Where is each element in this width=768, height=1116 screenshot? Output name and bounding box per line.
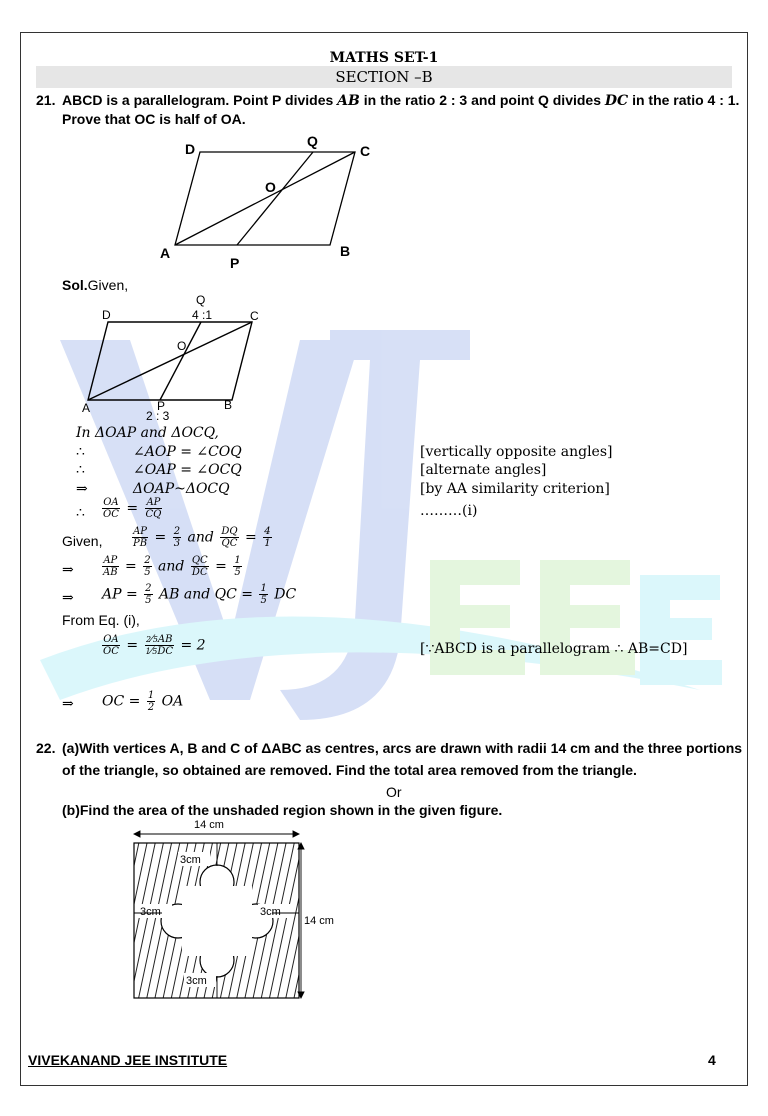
- sol-parallelogram-figure: [80, 292, 280, 424]
- section-title: SECTION –B: [335, 68, 433, 86]
- sol-reason-5: [∵ABCD is a parallelogram ∴ AB=CD]: [420, 641, 688, 657]
- q21-parallelogram-figure: [150, 130, 390, 270]
- sol-implies-1: ⇒: [76, 481, 88, 497]
- sol-implies-3: ⇒: [62, 590, 74, 606]
- fig2-ratio-top: 4 :1: [192, 308, 213, 322]
- footer-institute: VIVEKANAND JEE INSTITUTE: [28, 1052, 228, 1068]
- q22a-line1: (a)With vertices A, B and C of ΔABC as centres, arcs are drawn with radii 14 cm and the three portions: [62, 740, 743, 756]
- sol-substitution: $\frac{OA}{OC}$ = $\frac{2⁄5AB}{1⁄5DC}$ = 2: [103, 634, 206, 657]
- sol-implies-4: ⇒: [62, 696, 74, 712]
- sol-therefore-1: ∴: [76, 444, 85, 460]
- fig2-ratio-bottom: 2 : 3: [146, 409, 170, 423]
- fig1-label-q: Q: [307, 133, 318, 149]
- sol-reason-1: [vertically opposite angles]: [420, 444, 613, 460]
- fig1-label-b: B: [340, 243, 351, 259]
- sol-step-1: ∠AOP = ∠COQ: [133, 444, 242, 460]
- sol-given-2: Given,: [62, 533, 103, 549]
- sol-ratio-oa-oc: $\frac{OA}{OC}$ = $\frac{AP}{CQ}$: [103, 497, 162, 520]
- q21-statement-line2: Prove that OC is half of OA.: [62, 111, 246, 127]
- sol-step-3: ΔOAP~ΔOCQ: [133, 481, 230, 497]
- watermark-e1: [430, 560, 525, 675]
- q22-square-figure: [118, 816, 348, 1000]
- fig1-label-d: D: [185, 141, 196, 157]
- sol-therefore-2: ∴: [76, 462, 85, 478]
- sol-therefore-3: ∴: [76, 505, 85, 521]
- fig2-label-o: O: [177, 339, 187, 353]
- q21-statement-line1: ABCD is a parallelogram. Point P divides AB in the ratio 2 : 3 and point Q divides DC in the ratio 4 : 1.: [62, 92, 740, 109]
- set-title: MATHS SET-1: [329, 50, 439, 66]
- q22-or: Or: [386, 784, 402, 800]
- watermark-e3: [640, 575, 722, 685]
- q22a-line2: of the triangle, so obtained are removed. Find the total area removed from the triangle.: [62, 762, 637, 778]
- sol-step-2: ∠OAP = ∠OCQ: [133, 462, 242, 478]
- sol-from-eq: From Eq. (i),: [62, 612, 140, 628]
- fig3-label-top-3cm: 3cm: [180, 854, 201, 866]
- fig2-label-b: B: [224, 398, 233, 412]
- sol-in-triangles: In ΔOAP and ΔOCQ,: [76, 425, 219, 441]
- fig2-label-d: D: [102, 308, 111, 322]
- sol-given-line: Sol.Given,: [62, 277, 129, 293]
- sol-given-ratios: $\frac{AP}{PB}$ = $\frac{2}{3}$ and $\frac{DQ}{QC}$ = $\frac{4}{1}$: [133, 526, 271, 549]
- sol-reason-2: [alternate angles]: [420, 462, 547, 478]
- watermark-e2: [540, 560, 635, 675]
- fig2-label-q: Q: [196, 293, 206, 307]
- sol-reason-3: [by AA similarity criterion]: [420, 481, 610, 497]
- page-number: 4: [708, 1052, 716, 1068]
- fig3-label-top-14cm: 14 cm: [194, 819, 224, 831]
- fig2-label-p: P: [157, 399, 166, 413]
- sol-implies-2: ⇒: [62, 562, 74, 578]
- fig3-label-side-14cm: 14 cm: [304, 915, 334, 927]
- fig2-label-a: A: [82, 401, 91, 415]
- sol-final: OC = $\frac{1}{2}$ OA: [102, 690, 184, 713]
- sol-reason-4: ………(i): [420, 503, 478, 519]
- sol-derived-ratios: $\frac{AP}{AB}$ = $\frac{2}{5}$ and $\frac{QC}{DC}$ = $\frac{1}{5}$: [103, 555, 241, 578]
- q21-number: 21.: [36, 92, 56, 108]
- fig1-label-c: C: [360, 143, 371, 159]
- fig1-label-p: P: [230, 255, 240, 270]
- q22-number: 22.: [36, 740, 56, 756]
- q22b-line: (b)Find the area of the unshaded region shown in the given figure.: [62, 802, 503, 818]
- fig3-label-right-3cm: 3cm: [260, 906, 281, 918]
- fig1-label-a: A: [160, 245, 171, 261]
- fig3-label-bottom-3cm: 3cm: [186, 975, 207, 987]
- fig3-label-left-3cm: 3cm: [140, 906, 161, 918]
- sol-ap-qc-line: AP = $\frac{2}{5}$ AB and QC = $\frac{1}{5}$ DC: [102, 583, 297, 606]
- fig2-label-c: C: [250, 309, 259, 323]
- fig1-label-o: O: [265, 179, 276, 195]
